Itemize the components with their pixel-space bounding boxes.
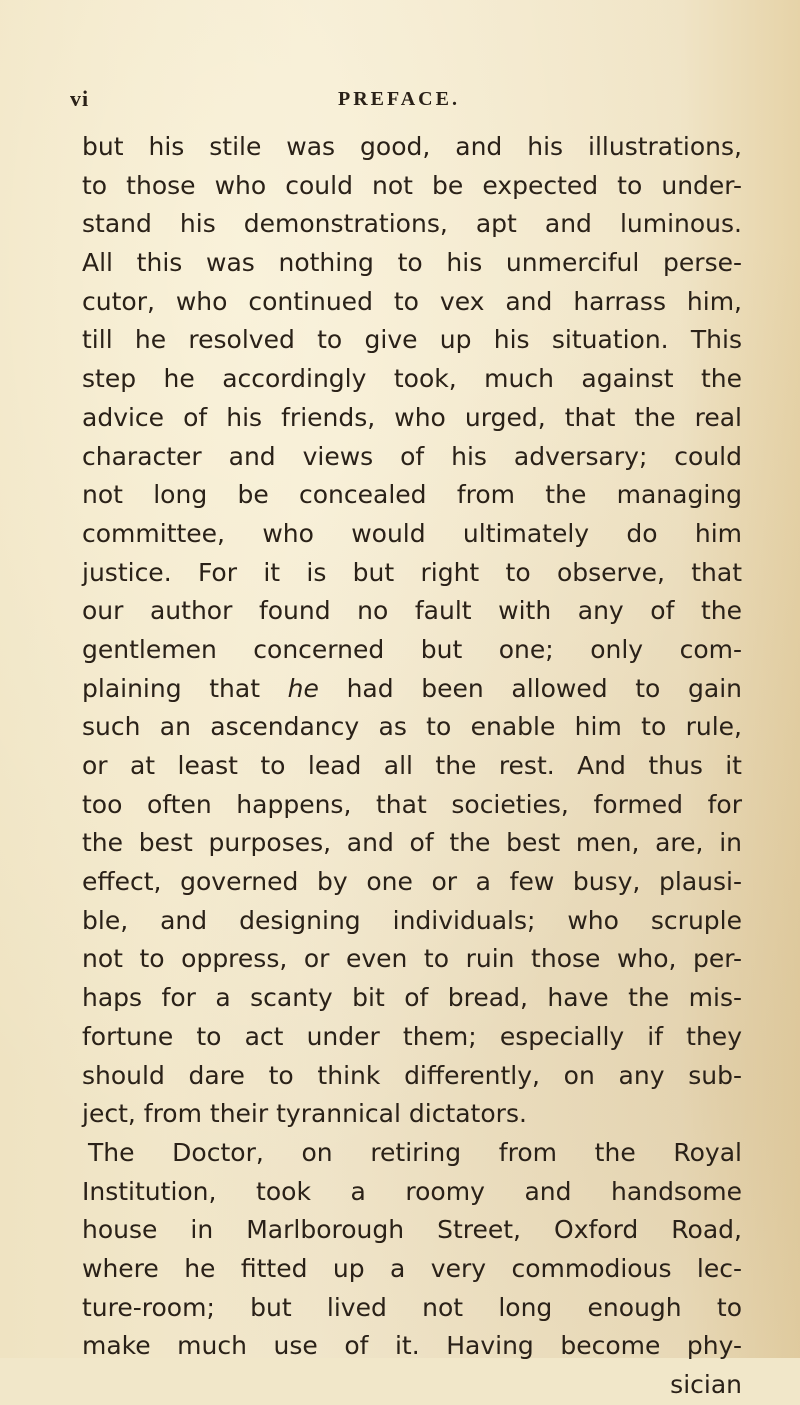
text-line-26: ject, from their tyrannical dictators. <box>82 1099 527 1129</box>
text-line-10: not long be concealed from the managing <box>82 480 742 510</box>
text-line-15-after: had been allowed to gain <box>318 673 742 703</box>
text-line-14: gentlemen concerned but one; only com- <box>82 634 742 664</box>
text-line-18: too often happens, that societies, formed for <box>82 789 742 819</box>
text-line-29: house in Marlborough Street, Oxford Road, <box>82 1215 742 1245</box>
text-line-1: but his stile was good, and his illustrations, <box>82 132 742 161</box>
text-line-17: or at least to lead all the rest. And thus it <box>82 751 742 780</box>
text-line-22: not to oppress, or even to ruin those who, per- <box>82 944 742 974</box>
text-line-19: the best purposes, and of the best men, are, in <box>82 828 742 858</box>
text-line-30: where he fitted up a very commodious lec- <box>82 1253 742 1283</box>
text-line-13: our author found no fault with any of the <box>82 596 742 626</box>
page-header <box>0 86 800 116</box>
text-line-20: effect, governed by one or a few busy, plausi- <box>82 867 742 897</box>
text-line-8: advice of his friends, who urged, that the real <box>82 402 742 432</box>
text-line-4: All this was nothing to his unmerciful perse- <box>82 248 742 278</box>
running-head: PREFACE. <box>338 88 460 110</box>
text-line-3: stand his demonstrations, apt and luminous. <box>82 209 742 239</box>
body-text <box>82 128 742 1405</box>
text-line-27: The Doctor, on retiring from the Royal <box>88 1137 742 1167</box>
text-line-9: character and views of his adversary; could <box>82 441 742 471</box>
text-line-24: fortune to act under them; especially if they <box>82 1021 742 1051</box>
text-line-15-before: plaining that <box>82 673 288 703</box>
text-line-7: step he accordingly took, much against the <box>82 364 742 394</box>
text-line-5: cutor, who continued to vex and harrass him, <box>82 286 742 316</box>
text-line-32: make much use of it. Having become phy- <box>82 1331 742 1361</box>
text-line-23: haps for a scanty bit of bread, have the mis- <box>82 983 742 1013</box>
text-line-15 <box>82 670 742 709</box>
text-line-15-italic: he <box>287 673 319 703</box>
text-line-31: ture-room; but lived not long enough to <box>82 1292 742 1322</box>
text-line-28: Institution, took a roomy and handsome <box>82 1176 742 1206</box>
text-line-25: should dare to think differently, on any sub- <box>82 1060 742 1090</box>
text-line-6: till he resolved to give up his situation. This <box>82 325 742 355</box>
text-line-21: ble, and designing individuals; who scruple <box>82 905 742 935</box>
catchword: sician <box>670 1370 742 1399</box>
text-line-2: to those who could not be expected to under- <box>82 170 742 200</box>
page-number: vi <box>70 86 90 111</box>
text-line-16: such an ascendancy as to enable him to rule, <box>82 712 742 742</box>
text-line-12: justice. For it is but right to observe, that <box>82 557 742 587</box>
text-line-11: committee, who would ultimately do him <box>82 518 742 548</box>
